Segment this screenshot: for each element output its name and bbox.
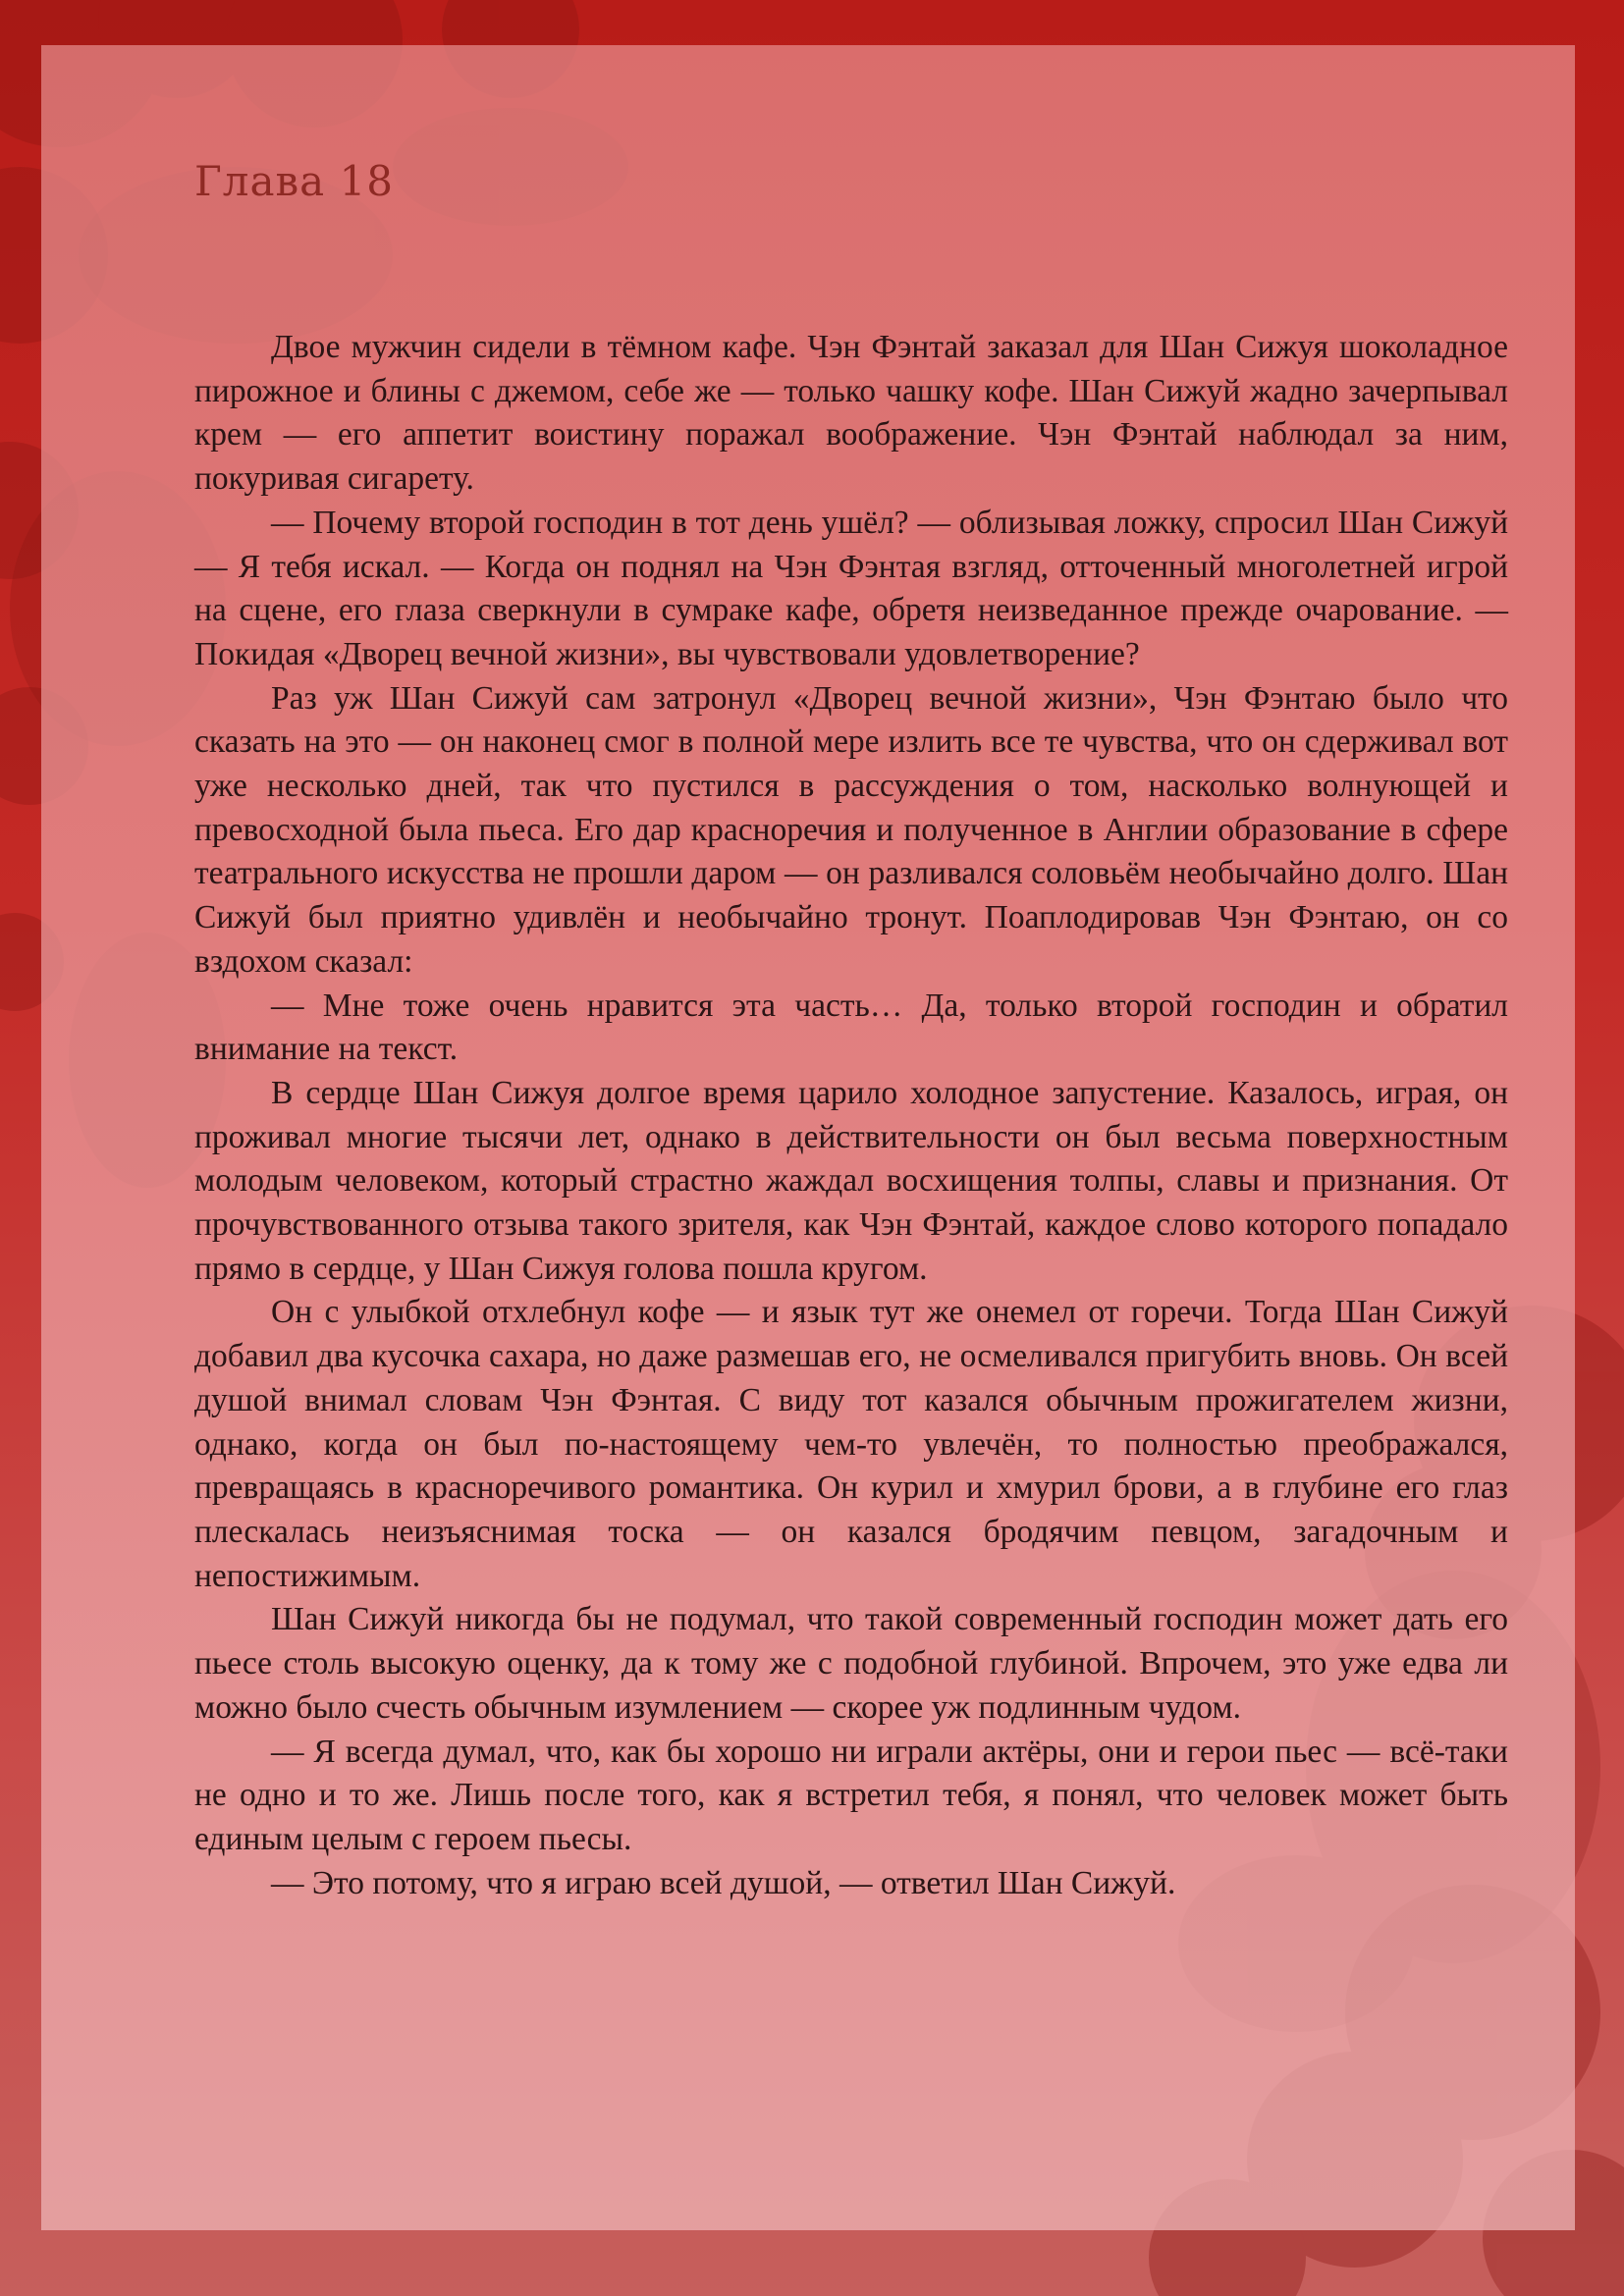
paragraph-4: — Мне тоже очень нравится эта часть… Да, только второй господин и обратил внимание на текст.	[194, 987, 1508, 1068]
paragraph-6: Он с улыбкой отхлебнул кофе — и язык тут же онемел от горечи. Тогда Шан Сижуй добавил два кусочка сахара, но даже размешав его, не осмеливался пригубить вновь. Он всей душой внимал словам Чэн Фэнтая. С виду тот казался обычным прожигателем жизни, однако, когда он был по-настоящему чем-то увлечён, то полностью преображался, превращаясь в красноречивого романтика. Он курил и хмурил брови, а в глубине его глаз плескалась неизъяснимая тоска — он казался бродячим певцом, загадочным и непостижимым.	[194, 1294, 1508, 1594]
paragraph-5: В сердце Шан Сижуя долгое время царило холодное запустение. Казалось, играя, он проживал многие тысячи лет, однако в действительности он был весьма поверхностным молодым человеком, который страстно жаждал восхищения толпы, славы и признания. От прочувствованного отзыва такого зрителя, как Чэн Фэнтай, каждое слово которого попадало прямо в сердце, у Шан Сижуя голова пошла кругом.	[194, 1074, 1508, 1287]
paragraph-8: — Я всегда думал, что, как бы хорошо ни играли актёры, они и герои пьес — всё-таки не одно и то же. Лишь после того, как я встретил тебя, я понял, что человек может быть единым целым с героем пьесы.	[194, 1733, 1508, 1857]
paragraph-1: Двое мужчин сидели в тёмном кафе. Чэн Фэнтай заказал для Шан Сижуя шоколадное пирожное и блины с джемом, себе же — только чашку кофе. Шан Сижуй жадно зачерпывал крем — его аппетит воистину поражал воображение. Чэн Фэнтай наблюдал за ним, покуривая сигарету.	[194, 329, 1508, 498]
paragraph-3: Раз уж Шан Сижуй сам затронул «Дворец вечной жизни», Чэн Фэнтаю было что сказать на это — он наконец смог в полной мере излить все те чувства, что он сдерживал вот уже несколько дней, так что пустился в рассуждения о том, насколько волнующей и превосходной была пьеса. Его дар красноречия и полученное в Англии образование в сфере театрального искусства не прошли даром — он разливался соловьём необычайно долго. Шан Сижуй был приятно удивлён и необычайно тронут. Поаплодировав Чэн Фэнтаю, он со вздохом сказал:	[194, 679, 1508, 980]
paragraph-7: Шан Сижуй никогда бы не подумал, что такой современный господин может дать его пьесе столь высокую оценку, да к тому же с подобной глубиной. Впрочем, это уже едва ли можно было счесть обычным изумлением — скорее уж подлинным чудом.	[194, 1601, 1508, 1726]
paragraph-2: — Почему второй господин в тот день ушёл? — облизывая ложку, спросил Шан Сижуй — Я тебя искал. — Когда он поднял на Чэн Фэнтая взгляд, отточенный многолетней игрой на сцене, его глаза сверкнули в сумраке кафе, обретя неизведанное прежде очарование. — Покидая «Дворец вечной жизни», вы чувствовали удовлетворение?	[194, 504, 1508, 672]
chapter-title: Глава 18	[194, 157, 395, 205]
chapter-text	[194, 326, 1508, 1905]
paragraph-9: — Это потому, что я играю всей душой, — ответил Шан Сижуй.	[271, 1864, 1176, 1901]
